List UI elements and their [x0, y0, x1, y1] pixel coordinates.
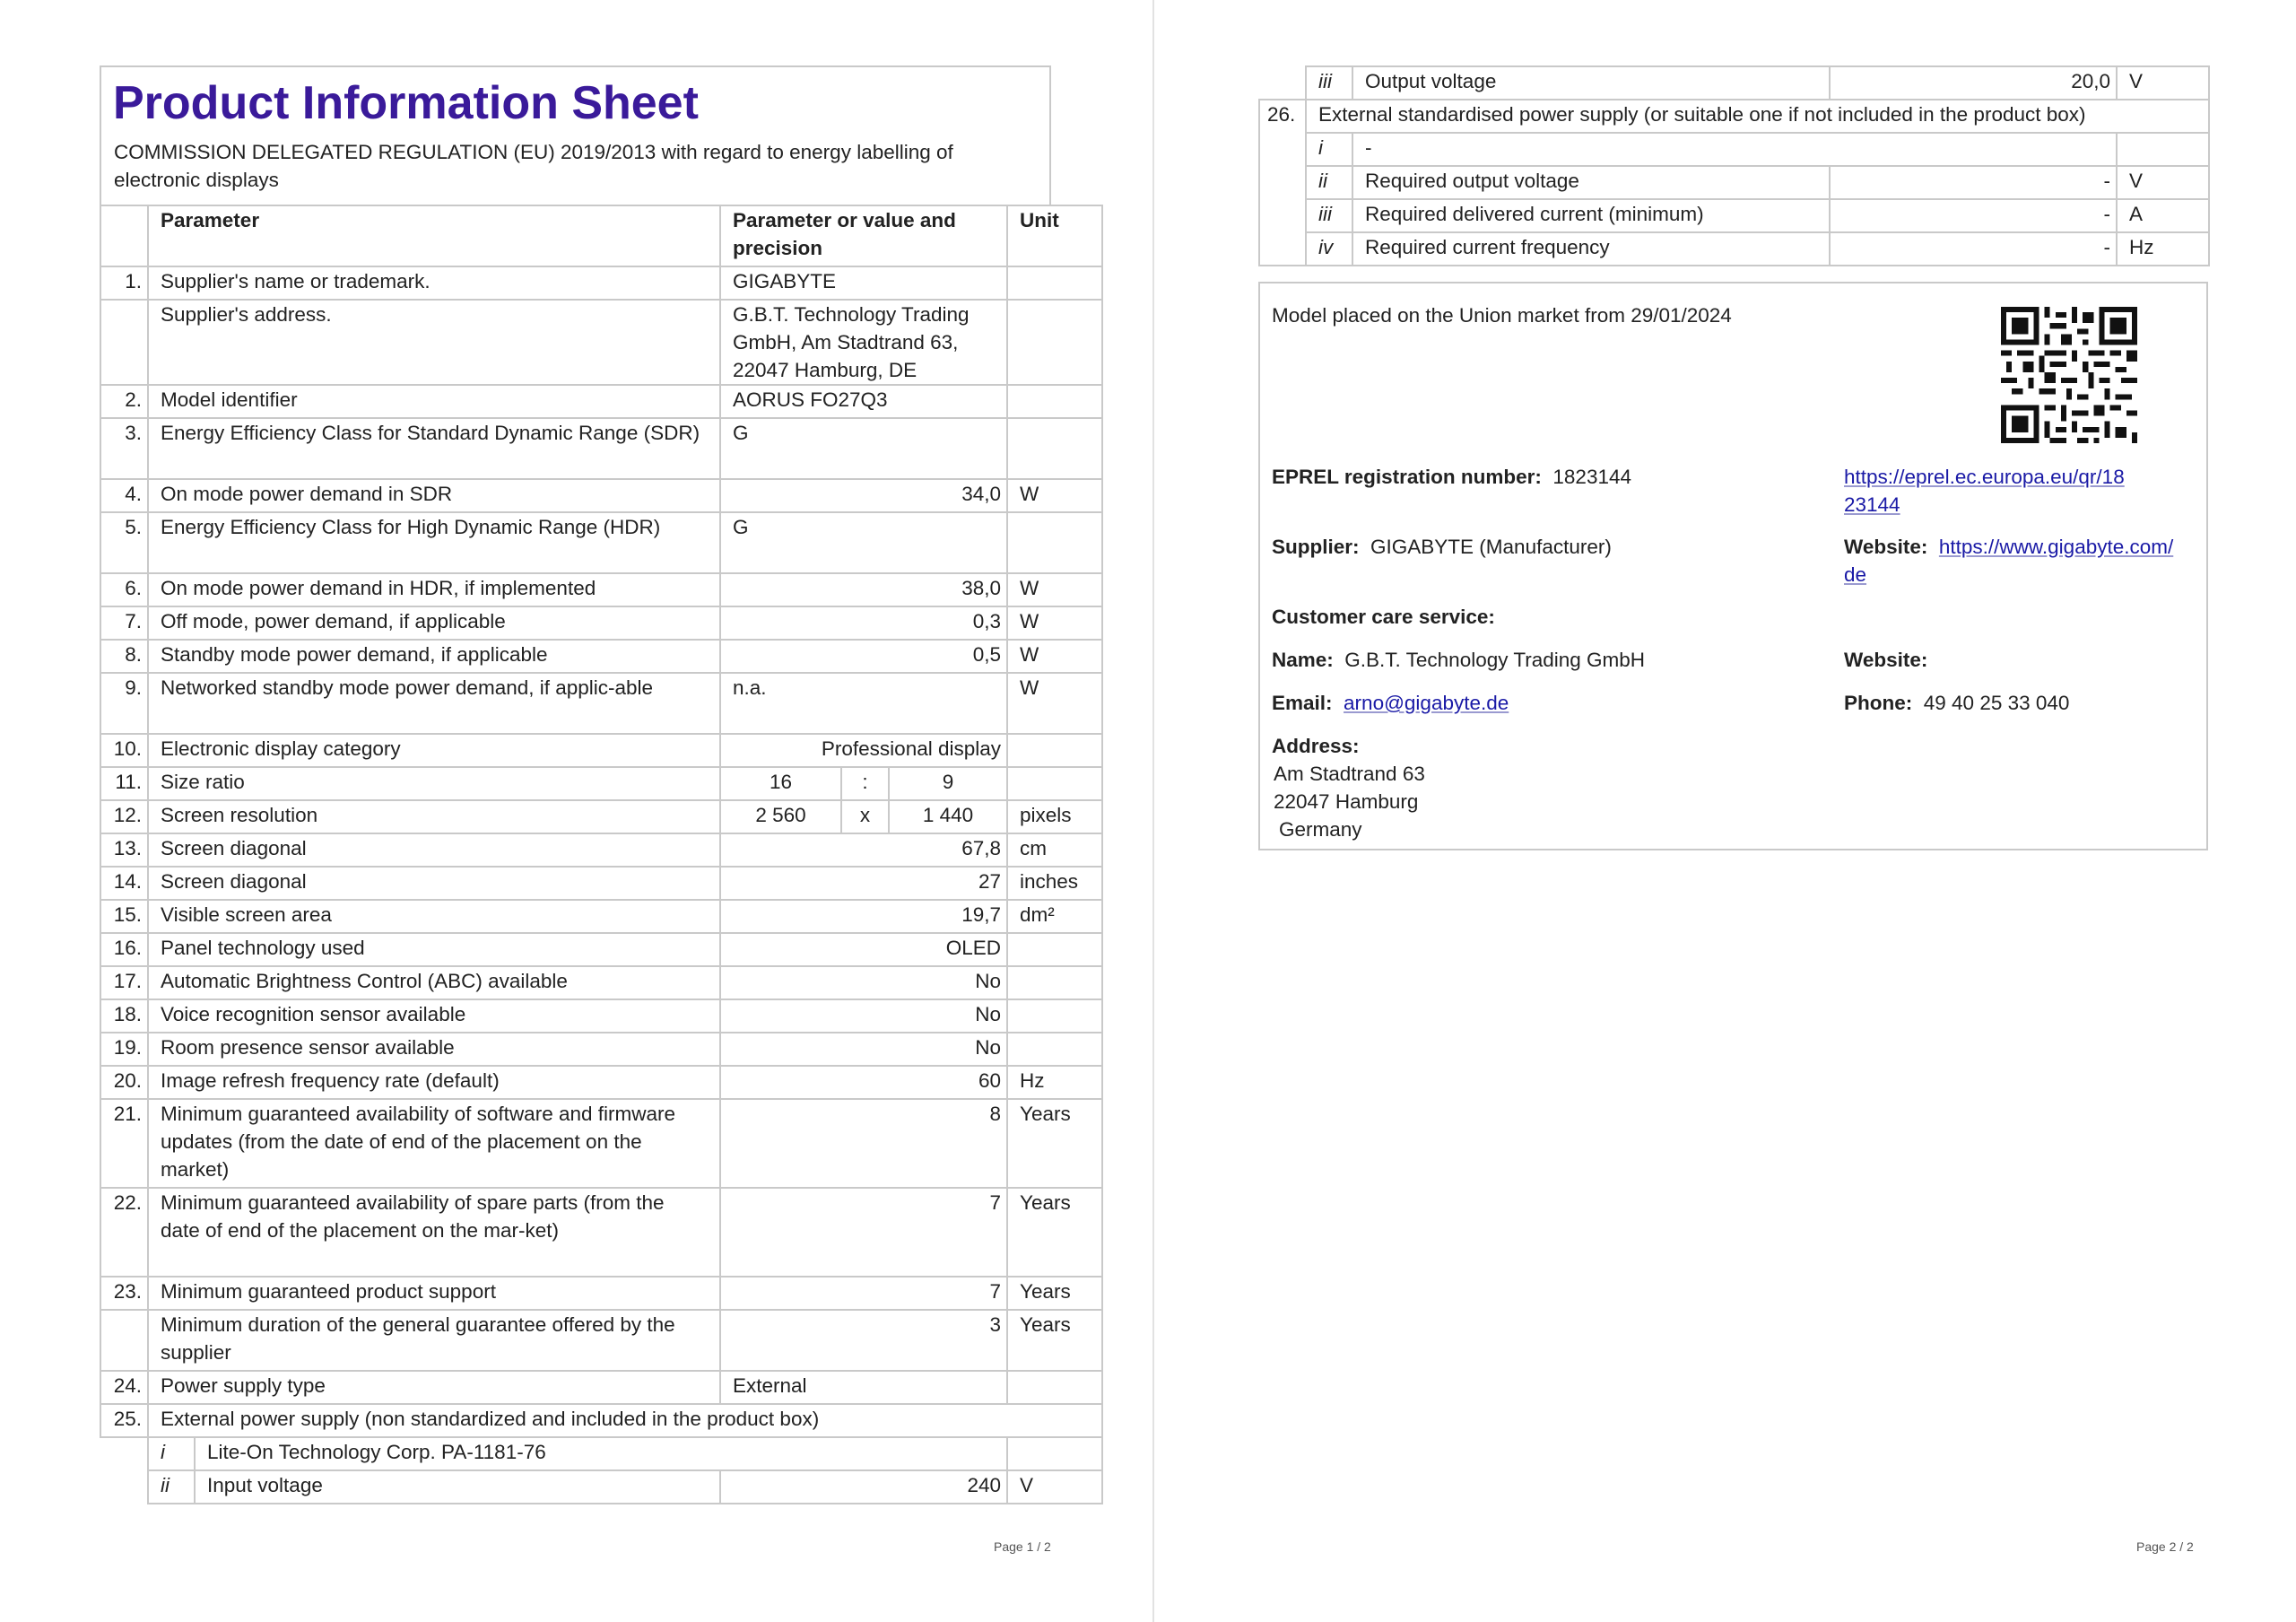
param-label: Required output voltage — [1352, 166, 1830, 199]
standardised-psu-label: External standardised power supply (or suitable one if not included in the product box) — [1306, 100, 2209, 133]
table-row — [100, 999, 1102, 1033]
param-value: - — [1830, 232, 2117, 266]
row-number: 12. — [100, 800, 148, 833]
email-label: Email: — [1272, 692, 1333, 714]
row-label: Panel technology used — [148, 933, 720, 966]
table-row — [100, 1310, 1102, 1371]
name-value: G.B.T. Technology Trading GmbH — [1344, 649, 1646, 671]
param-value: - — [1830, 199, 2117, 232]
row-unit — [1007, 385, 1102, 418]
row-value: Professional display — [720, 734, 1007, 767]
row-unit: inches — [1007, 867, 1102, 900]
row-number: 4. — [100, 479, 148, 512]
roman-label: i — [148, 1437, 195, 1470]
row-unit — [1007, 933, 1102, 966]
sheet-header — [100, 65, 1051, 206]
row-number: 9. — [100, 673, 148, 734]
table-row — [100, 385, 1102, 418]
page-number: Page 1 / 2 — [994, 1539, 1051, 1554]
row-label: Minimum guaranteed availability of spare parts (from the date of end of the placement on the mar-ket) — [148, 1188, 720, 1277]
roman-label: i — [1306, 133, 1352, 166]
table-row — [100, 767, 1102, 800]
website-link-line-1[interactable]: https://www.gigabyte.com/ — [1938, 536, 2174, 558]
row-label: Visible screen area — [148, 900, 720, 933]
row-value: No — [720, 999, 1007, 1033]
input-voltage-unit: V — [1007, 1470, 1102, 1504]
output-voltage-label: Output voltage — [1352, 66, 1830, 100]
table-row — [100, 1099, 1102, 1188]
row-label: Screen resolution — [148, 800, 720, 833]
row-unit — [1007, 418, 1102, 479]
row-unit: Years — [1007, 1188, 1102, 1277]
row-label: Model identifier — [148, 385, 720, 418]
row-label: Energy Efficiency Class for High Dynamic Range (HDR) — [148, 512, 720, 573]
row-label: Image refresh frequency rate (default) — [148, 1066, 720, 1099]
value-left: 2 560 — [720, 800, 841, 833]
row-label: Minimum guaranteed product support — [148, 1277, 720, 1310]
care-website-row — [1844, 646, 1927, 674]
row-value: 7 — [720, 1188, 1007, 1277]
phone-label: Phone: — [1844, 692, 1913, 714]
table-row — [100, 418, 1102, 479]
table-row — [100, 1277, 1102, 1310]
row-number: 17. — [100, 966, 148, 999]
param-unit: A — [2117, 199, 2209, 232]
row-value: 60 — [720, 1066, 1007, 1099]
table-row — [100, 867, 1102, 900]
row-unit — [1007, 966, 1102, 999]
roman-label: ii — [1306, 166, 1352, 199]
eprel-link[interactable] — [1844, 463, 2125, 519]
page-number: Page 2 / 2 — [2136, 1539, 2194, 1554]
table-row — [1259, 199, 2209, 232]
table-row — [100, 606, 1102, 640]
roman-label: iv — [1306, 232, 1352, 266]
market-date-text: Model placed on the Union market from 29/01/2024 — [1272, 304, 1732, 327]
row-value: 67,8 — [720, 833, 1007, 867]
row-number: 1. — [100, 266, 148, 300]
row-number: 24. — [100, 1371, 148, 1404]
table-row — [100, 1371, 1102, 1404]
row-label: Minimum guaranteed availability of software and firmware updates (from the date of end of the placement on the market) — [148, 1099, 720, 1188]
row-unit — [1007, 300, 1102, 385]
table-row — [100, 1066, 1102, 1099]
row-number: 16. — [100, 933, 148, 966]
row-number: 22. — [100, 1188, 148, 1277]
row-value: n.a. — [720, 673, 1007, 734]
qr-code-icon[interactable] — [2001, 307, 2137, 443]
name-label: Name: — [1272, 649, 1334, 671]
row-unit — [1007, 1033, 1102, 1066]
table-row — [100, 673, 1102, 734]
value-left: 16 — [720, 767, 841, 800]
row-value: 34,0 — [720, 479, 1007, 512]
row-number — [100, 1310, 148, 1371]
phone-row — [1844, 689, 2069, 717]
table-row — [100, 800, 1102, 833]
row-value: No — [720, 966, 1007, 999]
row-label: External power supply (non standardized and included in the product box) — [148, 1404, 1102, 1437]
eprel-label: EPREL registration number: — [1272, 466, 1542, 488]
table-row — [100, 479, 1102, 512]
row-number: 14. — [100, 867, 148, 900]
col-unit-header: Unit — [1007, 205, 1102, 266]
page-title: Product Information Sheet — [113, 77, 699, 129]
row-label: Screen diagonal — [148, 833, 720, 867]
roman-label: ii — [148, 1470, 195, 1504]
row-value: G.B.T. Technology Trading GmbH, Am Stadtrand 63, 22047 Hamburg, DE — [720, 300, 1007, 385]
value-separator: x — [841, 800, 889, 833]
care-name-row — [1272, 646, 1645, 674]
row-label: Power supply type — [148, 1371, 720, 1404]
col-value-header: Parameter or value and precision — [720, 205, 1007, 266]
row-label: Supplier's address. — [148, 300, 720, 385]
row-number: 2. — [100, 385, 148, 418]
row-unit — [1007, 734, 1102, 767]
table-row — [100, 300, 1102, 385]
param-label: Required current frequency — [1352, 232, 1830, 266]
table-row — [100, 573, 1102, 606]
row-number: 7. — [100, 606, 148, 640]
supplier-row — [1272, 533, 1612, 561]
param-unit: Hz — [2117, 232, 2209, 266]
website-row — [1844, 533, 2173, 589]
input-voltage-label: Input voltage — [195, 1470, 720, 1504]
row-number: 18. — [100, 999, 148, 1033]
row-unit: Hz — [1007, 1066, 1102, 1099]
customer-care-heading — [1272, 603, 1495, 631]
param-unit: V — [2117, 166, 2209, 199]
address-line-3: Germany — [1279, 818, 1362, 841]
value-separator: : — [841, 767, 889, 800]
row-value: GIGABYTE — [720, 266, 1007, 300]
table-row — [100, 734, 1102, 767]
row-value: 0,3 — [720, 606, 1007, 640]
table-row — [1259, 66, 2209, 100]
row-number — [100, 300, 148, 385]
row-value: OLED — [720, 933, 1007, 966]
phone-value: 49 40 25 33 040 — [1923, 692, 2070, 714]
parameter-table — [100, 205, 1103, 1504]
row-unit: Years — [1007, 1099, 1102, 1188]
param-label: Required delivered current (minimum) — [1352, 199, 1830, 232]
row-unit: pixels — [1007, 800, 1102, 833]
row-unit: W — [1007, 573, 1102, 606]
row-unit — [1007, 1371, 1102, 1404]
care-website-label: Website: — [1844, 649, 1928, 671]
row-number: 23. — [100, 1277, 148, 1310]
row-unit: W — [1007, 606, 1102, 640]
value-right: 9 — [889, 767, 1007, 800]
row-label: Networked standby mode power demand, if applic-able — [148, 673, 720, 734]
row-number: 15. — [100, 900, 148, 933]
row-value: External — [720, 1371, 1007, 1404]
product-sheet-frame — [100, 65, 1079, 1496]
row-number: 5. — [100, 512, 148, 573]
roman-label: iii — [1306, 66, 1352, 100]
row-label: On mode power demand in SDR — [148, 479, 720, 512]
row-unit: dm² — [1007, 900, 1102, 933]
psu-model: Lite-On Technology Corp. PA-1181-76 — [195, 1437, 1007, 1470]
param-value: - — [1830, 166, 2117, 199]
row-unit — [1007, 266, 1102, 300]
row-label: Voice recognition sensor available — [148, 999, 720, 1033]
page-divider — [1152, 0, 1154, 1622]
website-label: Website: — [1844, 536, 1928, 558]
row-value: 19,7 — [720, 900, 1007, 933]
row-number: 21. — [100, 1099, 148, 1188]
table-row — [1259, 232, 2209, 266]
row-unit: Years — [1007, 1310, 1102, 1371]
row-number: 3. — [100, 418, 148, 479]
row-number: 6. — [100, 573, 148, 606]
value-right: 1 440 — [889, 800, 1007, 833]
eprel-row — [1272, 463, 1631, 491]
row-value: G — [720, 418, 1007, 479]
row-unit — [1007, 512, 1102, 573]
email-link[interactable]: arno@gigabyte.de — [1344, 692, 1509, 714]
table-row — [100, 1188, 1102, 1277]
row-value: No — [720, 1033, 1007, 1066]
row-number: 11. — [100, 767, 148, 800]
table-row — [100, 900, 1102, 933]
output-voltage-value: 20,0 — [1830, 66, 2117, 100]
eprel-link-line-1[interactable]: https://eprel.ec.europa.eu/qr/18 — [1844, 466, 2125, 488]
table-row — [100, 1404, 1102, 1437]
market-info-box — [1258, 282, 2208, 850]
row-value: 0,5 — [720, 640, 1007, 673]
table-header-row — [100, 205, 1102, 266]
table-row — [100, 933, 1102, 966]
regulation-subtitle: COMMISSION DELEGATED REGULATION (EU) 2019/2013 with regard to energy labelling of electronic displays — [114, 141, 953, 191]
row-label: Off mode, power demand, if applicable — [148, 606, 720, 640]
website-link-line-2[interactable]: de — [1844, 563, 1867, 586]
row-number: 19. — [100, 1033, 148, 1066]
table-row — [100, 1033, 1102, 1066]
row-label: Room presence sensor available — [148, 1033, 720, 1066]
col-parameter-header: Parameter — [148, 205, 720, 266]
address-line-1: Am Stadtrand 63 — [1274, 763, 1425, 785]
row-value: 3 — [720, 1310, 1007, 1371]
row-value: 38,0 — [720, 573, 1007, 606]
row-value: 27 — [720, 867, 1007, 900]
row-label: Size ratio — [148, 767, 720, 800]
row-label: Energy Efficiency Class for Standard Dynamic Range (SDR) — [148, 418, 720, 479]
email-row — [1272, 689, 1509, 717]
row-unit: Years — [1007, 1277, 1102, 1310]
row-label: On mode power demand in HDR, if implemented — [148, 573, 720, 606]
table-row — [1259, 133, 2209, 166]
row-value: G — [720, 512, 1007, 573]
psu-name: - — [1352, 133, 2117, 166]
output-voltage-unit: V — [2117, 66, 2209, 100]
table-row — [100, 1470, 1102, 1504]
power-supply-table — [1258, 65, 2210, 266]
row-number: 20. — [100, 1066, 148, 1099]
row-unit: W — [1007, 673, 1102, 734]
table-row — [100, 266, 1102, 300]
row-label: Automatic Brightness Control (ABC) available — [148, 966, 720, 999]
row-value: AORUS FO27Q3 — [720, 385, 1007, 418]
row-label: Supplier's name or trademark. — [148, 266, 720, 300]
row-number: 13. — [100, 833, 148, 867]
table-row — [100, 1437, 1102, 1470]
row-number: 25. — [100, 1404, 148, 1437]
row-value: 8 — [720, 1099, 1007, 1188]
row-unit: W — [1007, 479, 1102, 512]
address-line-2: 22047 Hamburg — [1274, 790, 1419, 813]
table-row — [1259, 100, 2209, 133]
address-block — [1272, 732, 1425, 843]
row-unit — [1007, 999, 1102, 1033]
col-num-header — [100, 205, 148, 266]
row-number: 8. — [100, 640, 148, 673]
row-unit — [1007, 767, 1102, 800]
table-row — [100, 640, 1102, 673]
row-value: 7 — [720, 1277, 1007, 1310]
eprel-link-line-2[interactable]: 23144 — [1844, 493, 1900, 516]
row-unit: W — [1007, 640, 1102, 673]
table-row — [100, 833, 1102, 867]
eprel-number: 1823144 — [1552, 466, 1632, 488]
row-number: 10. — [100, 734, 148, 767]
row-label: Screen diagonal — [148, 867, 720, 900]
customer-care-label: Customer care service: — [1272, 606, 1495, 628]
table-row — [100, 512, 1102, 573]
table-row — [1259, 166, 2209, 199]
supplier-value: GIGABYTE (Manufacturer) — [1370, 536, 1612, 558]
row-number: 26. — [1259, 100, 1306, 266]
row-label: Standby mode power demand, if applicable — [148, 640, 720, 673]
roman-label: iii — [1306, 199, 1352, 232]
row-label: Electronic display category — [148, 734, 720, 767]
supplier-label: Supplier: — [1272, 536, 1360, 558]
row-unit: cm — [1007, 833, 1102, 867]
row-label: Minimum duration of the general guarantee offered by the supplier — [148, 1310, 720, 1371]
table-row — [100, 966, 1102, 999]
input-voltage-value: 240 — [720, 1470, 1007, 1504]
address-label: Address: — [1272, 735, 1360, 757]
